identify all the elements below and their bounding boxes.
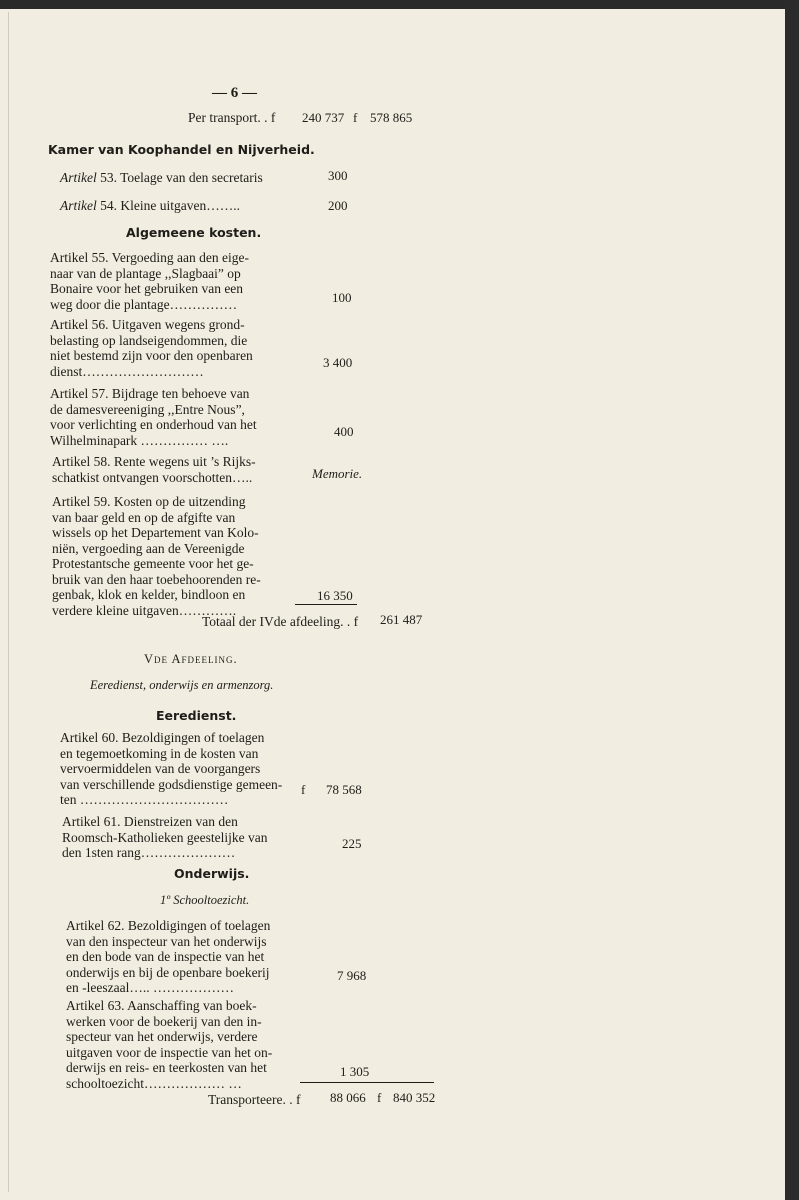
article-line: en den bode van de inspectie van het [66,949,265,964]
article-59-amount: 16 350 [317,588,353,603]
transport-col1: 240 737 [302,110,345,125]
article-line: Artikel 57. Bijdrage ten behoeve van [50,386,250,401]
article-line: schooltoezicht……………… … [66,1075,242,1091]
article-63-amount: 1 305 [340,1064,370,1079]
transporteere-col2: 840 352 [393,1090,436,1105]
article-line: den 1sten rang………………… [62,845,236,860]
article-line: derwijs en reis- en teerkosten van het [66,1060,267,1075]
total-amount: 261 487 [380,612,423,627]
article-line: vervoermiddelen van de voorgangers [60,761,261,776]
article-line: Wilhelminapark …………… …. [50,432,229,448]
article-57-amount: 400 [334,424,354,439]
transporteere-col1: 88 066 [330,1090,366,1105]
article-58-amount: Memorie. [312,466,363,481]
article-label: Artikel [60,198,97,213]
article-line: voor verlichting en onderhoud van het [50,417,257,432]
scan-border-top [0,0,799,9]
article-63 [66,998,272,1091]
article-line: weg door die plantage…………… [50,296,238,312]
article-53-amount: 300 [328,168,348,183]
article-line: Artikel 61. Dienstreizen van den [62,814,238,829]
transport-label: Per transport. . f [188,110,276,125]
article-line: Artikel 60. Bezoldigingen of toelagen [60,730,265,745]
article-line: van verschillende godsdienstige gemeen- [60,776,283,792]
page-number: — 6 — [212,85,257,101]
sum-rule [295,604,357,605]
article-56-amount: 3 400 [323,355,353,370]
article-text: 53. Toelage van den secretaris [96,170,263,185]
article-59 [52,494,261,618]
article-line: Artikel 59. Kosten op de uitzending [52,494,246,509]
section-heading-eeredienst: Eeredienst. [156,708,237,723]
division-subtitle: Eeredienst, onderwijs en armenzorg. [90,678,274,692]
scan-border-right [785,0,799,1200]
section-heading-kamer: Kamer van Koophandel en Nijverheid. [48,142,315,157]
article-line: genbak, klok en kelder, bindloon en [52,587,246,602]
article-line: Roomsch-Katholieken geestelijke van [62,829,268,845]
article-53 [60,170,263,185]
article-55 [50,250,249,312]
article-line: Artikel 63. Aanschaffing van boek- [66,998,257,1013]
article-line: specteur van het onderwijs, verdere [66,1029,258,1044]
section-heading-algemeene: Algemeene kosten. [126,225,262,240]
article-line: wissels op het Departement van Kolo- [52,525,259,540]
transporteere-f2: f [377,1090,382,1105]
article-62-amount: 7 968 [337,968,367,983]
page-edge [8,12,9,1192]
article-line: Artikel 56. Uitgaven wegens grond- [50,317,245,332]
article-line: van den inspecteur van het onderwijs [66,933,267,949]
article-line: verdere kleine uitgaven…………. [52,602,237,618]
article-line: onderwijs en bij de openbare boekerij [66,964,270,980]
sum-rule [300,1082,434,1083]
transporteere-label: Transporteere. . f [208,1092,301,1107]
article-line: niën, vergoeding aan de Vereenigde [52,540,245,556]
article-line: bruik van den haar toebehoorenden re- [52,571,261,587]
article-line: Artikel 58. Rente wegens uit ’s Rijks- [52,454,256,469]
division-title: Vde Afdeeling. [144,652,238,666]
article-label: Artikel [60,170,97,185]
article-line: Artikel 62. Bezoldigingen of toelagen [66,918,271,933]
article-55-amount: 100 [332,290,352,305]
article-line: en tegemoetkoming in de kosten van [60,745,259,761]
article-line: werken voor de boekerij van den in- [66,1013,262,1029]
article-58 [52,454,256,485]
article-line: niet bestemd zijn voor den openbaren [50,348,253,363]
article-56 [50,317,253,379]
article-54 [60,198,240,213]
article-line: ten …………………………… [60,792,229,807]
article-61-amount: 225 [342,836,362,851]
article-line: naar van de plantage ,,Slagbaai” op [50,265,241,281]
article-62 [66,918,270,996]
article-line: Protestantsche gemeente voor het ge- [52,556,254,571]
article-line: van baar geld en op de afgifte van [52,509,236,525]
article-line: uitgaven voor de inspectie van het on- [66,1044,273,1060]
article-57 [50,386,257,448]
article-54-amount: 200 [328,198,348,213]
article-line: dienst……………………… [50,363,204,379]
article-60-f: f [301,782,306,797]
article-61 [62,814,267,861]
article-line: de damesvereeniging ,,Entre Nous”, [50,401,245,417]
article-line: schatkist ontvangen voorschotten….. [52,469,253,485]
transport-f2: f [353,110,358,125]
article-text: 54. Kleine uitgaven…….. [96,198,240,213]
article-60-amount: 78 568 [326,782,362,797]
article-line: Bonaire voor het gebruiken van een [50,281,244,296]
article-60 [60,730,282,808]
section-heading-onderwijs: Onderwijs. [174,866,250,881]
total-label: Totaal der IVde afdeeling. . f [202,614,359,629]
transport-col2: 578 865 [370,110,413,125]
article-line: Artikel 55. Vergoeding aan den eige- [50,250,249,265]
subsection-heading-schooltoezicht: 1º Schooltoezicht. [160,893,250,907]
article-line: belasting op landseigendommen, die [50,332,248,348]
article-line: en -leeszaal….. ……………… [66,980,234,995]
